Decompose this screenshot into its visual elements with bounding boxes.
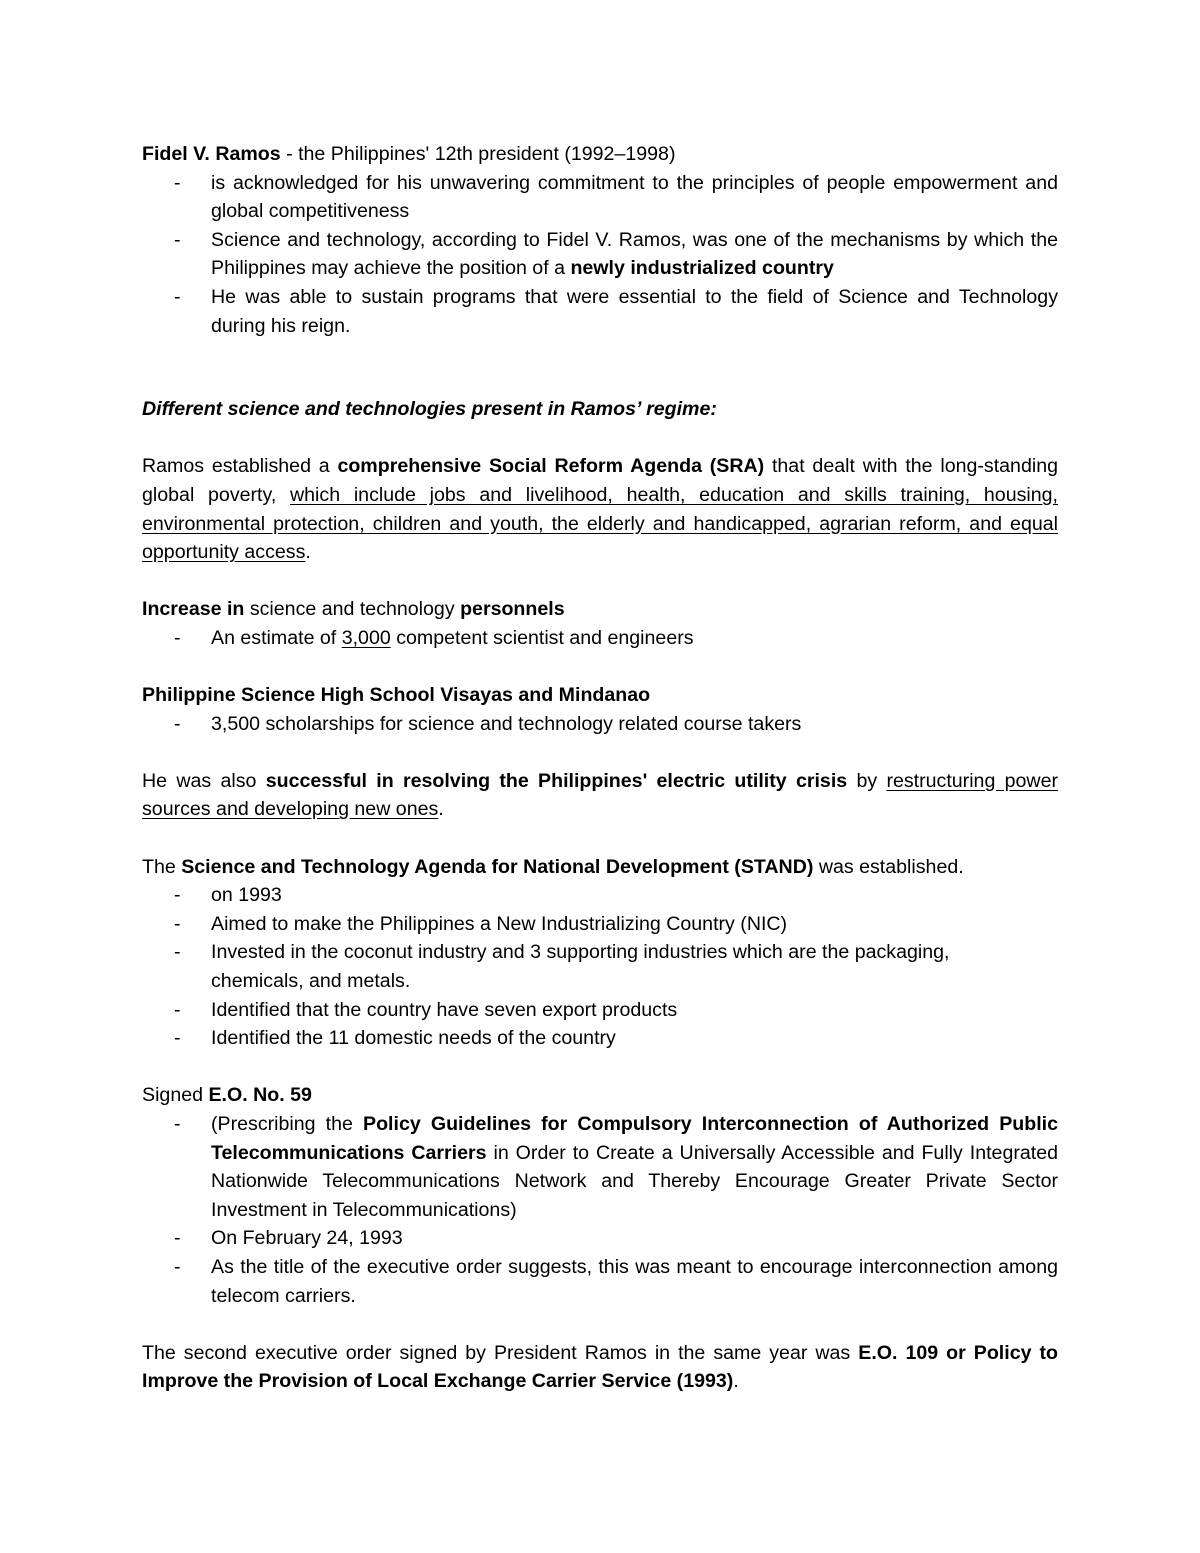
eo59-heading: Signed E.O. No. 59 <box>142 1084 312 1107</box>
list-item: - Science and technology, according to Fidel V. Ramos, was one of the mechanisms by which the Philippines may achieve the position of a newly industrialized country <box>142 226 1058 283</box>
electric-paragraph: He was also successful in resolving the Philippines' electric utility crisis by restructuring power sources and developing new ones. <box>142 769 1059 821</box>
list-item: - He was able to sustain programs that were essential to the field of Science and Technology during his reign. <box>142 283 1058 340</box>
president-description: - the Philippines' 12th president (1992–1998) <box>280 143 676 165</box>
personnel-heading: Increase in science and technology personnels <box>142 598 565 621</box>
list-item: - is acknowledged for his unwavering commitment to the principles of people empowerment and global competitiveness <box>142 169 1058 226</box>
document-page <box>142 140 1058 1396</box>
list-item: - (Prescribing the Policy Guidelines for Compulsory Interconnection of Authorized Public Telecommunications Carriers in Order to Create a Universally Accessible and Fully Integrated Nationwide Telecommunications Network and Thereby Encourage Greater Private Sector Investment in Telecommunications) <box>142 1110 1058 1224</box>
sra-paragraph: Ramos established a comprehensive Social Reform Agenda (SRA) that dealt with the long-standing global poverty, which include jobs and livelihood, health, education and skills training, housing, environmental protection, children and youth, the elderly and handicapped, agrarian reform, and equal opportunity access. <box>142 455 1058 564</box>
list-item: - On February 24, 1993 <box>142 1224 1058 1253</box>
list-item: - As the title of the executive order suggests, this was meant to encourage interconnection among telecom carriers. <box>142 1253 1058 1310</box>
eo109-paragraph: The second executive order signed by President Ramos in the same year was E.O. 109 or Policy to Improve the Provision of Local Exchange Carrier Service (1993). <box>142 1341 1058 1393</box>
intro-line <box>142 140 1058 169</box>
section-heading: Different science and technologies present in Ramos’ regime: <box>142 398 717 421</box>
stand-heading: The Science and Technology Agenda for National Development (STAND) was established. <box>142 855 964 878</box>
eo59-bullets <box>142 1110 1058 1310</box>
list-item: - Identified the 11 domestic needs of the country <box>142 1024 1058 1053</box>
list-item: - Aimed to make the Philippines a New Industrializing Country (NIC) <box>142 910 1058 939</box>
list-item: - Invested in the coconut industry and 3 supporting industries which are the packaging, chemicals, and metals. <box>142 938 1058 995</box>
stand-bullets <box>142 881 1058 1053</box>
president-name: Fidel V. Ramos <box>142 143 281 165</box>
intro-bullets <box>142 169 1058 341</box>
pshs-heading: Philippine Science High School Visayas and Mindanao <box>142 684 651 707</box>
list-item: - Identified that the country have seven export products <box>142 996 1058 1025</box>
pshs-bullets <box>142 710 1058 739</box>
list-item: - on 1993 <box>142 881 1058 910</box>
list-item: - An estimate of 3,000 competent scientist and engineers <box>142 624 1058 653</box>
list-item: - 3,500 scholarships for science and technology related course takers <box>142 710 1058 739</box>
personnel-bullets <box>142 624 1058 653</box>
